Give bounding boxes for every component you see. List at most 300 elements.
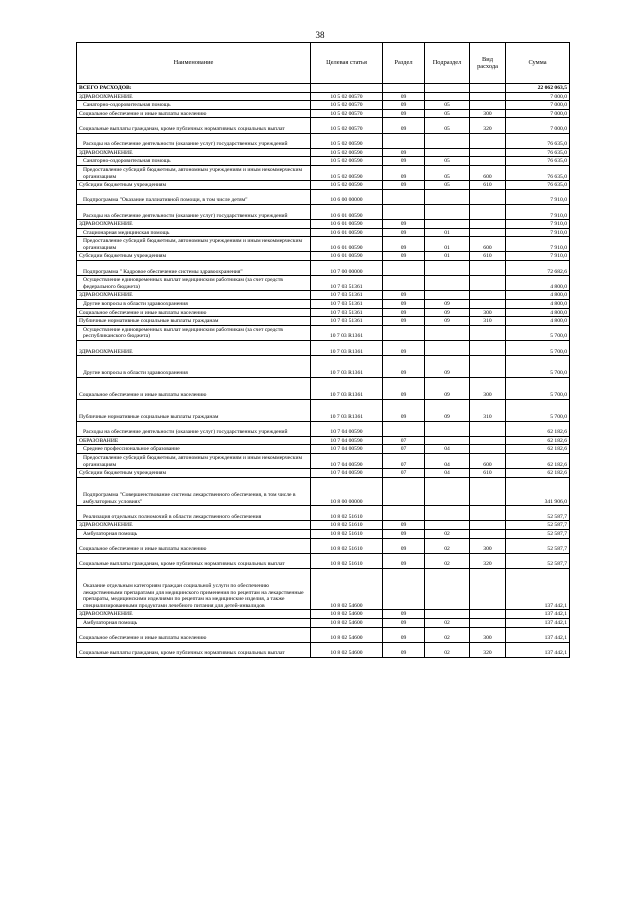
- row-section: [383, 261, 425, 276]
- row-target-article: 10 8 00 00000: [311, 477, 383, 505]
- row-amount: 7 000,0: [506, 92, 570, 101]
- row-subsection: [425, 341, 470, 356]
- column-header-target-article: Целевая статья: [311, 43, 383, 84]
- table-row: [77, 421, 570, 436]
- table-row: [77, 436, 570, 445]
- row-amount: 5 700,0: [506, 399, 570, 421]
- row-name: Субсидии бюджетным учреждениям: [77, 181, 311, 190]
- row-section: 09: [383, 252, 425, 261]
- row-name: Социальное обеспечение и иные выплаты населению: [77, 627, 311, 642]
- row-section: 09: [383, 157, 425, 166]
- row-amount: 7 910,0: [506, 220, 570, 229]
- row-name: Социальное обеспечение и иные выплаты населению: [77, 109, 311, 118]
- row-subsection: [425, 477, 470, 505]
- row-amount: 62 182,6: [506, 421, 570, 436]
- column-header-section: Раздел: [383, 43, 425, 84]
- row-subsection: [425, 84, 470, 93]
- row-amount: 52 587,7: [506, 553, 570, 568]
- row-expense-type: [470, 568, 506, 610]
- table-row: [77, 181, 570, 190]
- row-target-article: 10 6 01 00590: [311, 228, 383, 237]
- row-subsection: [425, 521, 470, 530]
- row-target-article: 10 5 02 00590: [311, 165, 383, 180]
- row-section: 09: [383, 317, 425, 326]
- row-section: 09: [383, 181, 425, 190]
- row-subsection: 04: [425, 445, 470, 454]
- row-section: 09: [383, 308, 425, 317]
- row-amount: 76 635,0: [506, 148, 570, 157]
- row-name: Субсидии бюджетным учреждениям: [77, 252, 311, 261]
- row-target-article: 10 5 02 00590: [311, 133, 383, 148]
- row-section: 09: [383, 356, 425, 378]
- row-target-article: 10 8 02 51610: [311, 553, 383, 568]
- column-header-subsection: Подраздел: [425, 43, 470, 84]
- row-expense-type: [470, 189, 506, 204]
- row-section: 09: [383, 101, 425, 110]
- row-name: Субсидии бюджетным учреждениям: [77, 469, 311, 478]
- row-subsection: [425, 568, 470, 610]
- row-amount: 76 635,0: [506, 181, 570, 190]
- row-target-article: 10 8 02 54600: [311, 619, 383, 628]
- row-target-article: 10 8 02 51610: [311, 521, 383, 530]
- row-expense-type: [470, 445, 506, 454]
- table-row: [77, 627, 570, 642]
- row-name: Амбулаторная помощь: [77, 529, 311, 538]
- row-section: 09: [383, 165, 425, 180]
- row-expense-type: [470, 521, 506, 530]
- row-expense-type: [470, 101, 506, 110]
- row-target-article: 10 7 03 51361: [311, 276, 383, 291]
- row-subsection: 09: [425, 356, 470, 378]
- row-expense-type: [470, 220, 506, 229]
- row-name: ЗДРАВООХРАНЕНИЕ: [77, 521, 311, 530]
- row-expense-type: 300: [470, 109, 506, 118]
- row-name: Социальные выплаты гражданам, кроме публичных нормативных социальных выплат: [77, 118, 311, 133]
- row-expense-type: [470, 228, 506, 237]
- row-subsection: [425, 436, 470, 445]
- table-row: [77, 506, 570, 521]
- row-amount: 76 635,0: [506, 133, 570, 148]
- row-amount: 7 000,0: [506, 101, 570, 110]
- row-name: Осуществление единовременных выплат медицинским работникам (за счет средств федерального бюджета): [77, 276, 311, 291]
- row-target-article: 10 6 01 00590: [311, 204, 383, 219]
- row-target-article: 10 5 02 00570: [311, 109, 383, 118]
- row-target-article: 10 7 04 00590: [311, 421, 383, 436]
- row-amount: 76 635,0: [506, 165, 570, 180]
- row-expense-type: 320: [470, 118, 506, 133]
- row-section: [383, 84, 425, 93]
- table-row: [77, 356, 570, 378]
- row-target-article: 10 7 03 51361: [311, 300, 383, 309]
- table-row: [77, 399, 570, 421]
- row-amount: 7 910,0: [506, 237, 570, 252]
- row-target-article: 10 7 04 00590: [311, 453, 383, 468]
- table-row: [77, 453, 570, 468]
- row-target-article: 10 6 01 00590: [311, 220, 383, 229]
- row-name: ЗДРАВООХРАНЕНИЕ: [77, 220, 311, 229]
- table-row: [77, 165, 570, 180]
- row-target-article: 10 8 02 54600: [311, 610, 383, 619]
- row-subsection: [425, 148, 470, 157]
- row-name: ЗДРАВООХРАНЕНИЕ: [77, 148, 311, 157]
- table-row: [77, 341, 570, 356]
- row-section: [383, 189, 425, 204]
- table-row: [77, 529, 570, 538]
- row-expense-type: 300: [470, 627, 506, 642]
- table-row: [77, 220, 570, 229]
- row-amount: 62 182,6: [506, 445, 570, 454]
- row-subsection: [425, 204, 470, 219]
- row-expense-type: [470, 436, 506, 445]
- row-subsection: 01: [425, 228, 470, 237]
- row-target-article: 10 7 04 00590: [311, 445, 383, 454]
- row-amount: 7 910,0: [506, 228, 570, 237]
- row-subsection: 01: [425, 237, 470, 252]
- row-section: 07: [383, 453, 425, 468]
- row-target-article: 10 8 02 51610: [311, 506, 383, 521]
- row-name: Другие вопросы в области здравоохранения: [77, 356, 311, 378]
- row-section: [383, 421, 425, 436]
- row-name: Санаторно-оздоровительная помощь: [77, 157, 311, 166]
- table-row: [77, 133, 570, 148]
- row-section: 07: [383, 469, 425, 478]
- row-name: Подпрограмма " Кадровое обеспечение системы здравоохранения": [77, 261, 311, 276]
- row-subsection: [425, 506, 470, 521]
- row-name: Социальные выплаты гражданам, кроме публичных нормативных социальных выплат: [77, 642, 311, 657]
- row-target-article: 10 8 02 54600: [311, 642, 383, 657]
- row-expense-type: 610: [470, 181, 506, 190]
- row-target-article: 10 6 01 00590: [311, 237, 383, 252]
- row-name: Оказание отдельным категориям граждан социальной услуги по обеспечению лекарственными препаратами для медицинского применения по рецептам на лекарственные препараты, медицинскими изделиями по рецептам на медицинские изделия, а также специализированными продуктами лечебного питания для детей-инвалидов: [77, 568, 311, 610]
- row-amount: 7 910,0: [506, 189, 570, 204]
- row-amount: 62 182,6: [506, 469, 570, 478]
- row-name: Публичные нормативные социальные выплаты гражданам: [77, 399, 311, 421]
- row-amount: 341 906,0: [506, 477, 570, 505]
- table-row: [77, 204, 570, 219]
- row-section: 09: [383, 610, 425, 619]
- row-target-article: 10 8 02 51610: [311, 538, 383, 553]
- row-section: 09: [383, 642, 425, 657]
- row-expense-type: 300: [470, 538, 506, 553]
- row-expense-type: 300: [470, 308, 506, 317]
- budget-table: [76, 42, 570, 658]
- row-section: 07: [383, 445, 425, 454]
- table-row: [77, 118, 570, 133]
- table-row: [77, 445, 570, 454]
- row-name: Публичные нормативные социальные выплаты гражданам: [77, 317, 311, 326]
- row-section: 09: [383, 109, 425, 118]
- row-target-article: 10 7 00 00000: [311, 261, 383, 276]
- row-expense-type: [470, 300, 506, 309]
- table-row: [77, 189, 570, 204]
- row-section: [383, 568, 425, 610]
- row-name: ЗДРАВООХРАНЕНИЕ: [77, 291, 311, 300]
- row-name: Расходы на обеспечение деятельности (оказание услуг) государственных учреждений: [77, 133, 311, 148]
- table-row: [77, 377, 570, 399]
- row-expense-type: [470, 157, 506, 166]
- row-expense-type: [470, 529, 506, 538]
- row-target-article: 10 7 04 00590: [311, 469, 383, 478]
- row-name: Санаторно-оздоровительная помощь: [77, 101, 311, 110]
- row-amount: 4 800,0: [506, 308, 570, 317]
- row-target-article: 10 6 00 00000: [311, 189, 383, 204]
- table-row: [77, 261, 570, 276]
- row-subsection: 02: [425, 627, 470, 642]
- table-row: [77, 610, 570, 619]
- row-name: ЗДРАВООХРАНЕНИЕ: [77, 610, 311, 619]
- row-section: 09: [383, 148, 425, 157]
- row-section: [383, 477, 425, 505]
- row-amount: 22 062 063,5: [506, 84, 570, 93]
- row-subsection: [425, 291, 470, 300]
- row-subsection: 09: [425, 377, 470, 399]
- row-section: 09: [383, 627, 425, 642]
- row-target-article: 10 7 03 R1361: [311, 325, 383, 340]
- table-row: [77, 109, 570, 118]
- row-subsection: 04: [425, 469, 470, 478]
- row-target-article: 10 6 01 00590: [311, 252, 383, 261]
- row-subsection: 02: [425, 529, 470, 538]
- row-target-article: 10 8 02 54600: [311, 568, 383, 610]
- row-name: ЗДРАВООХРАНЕНИЕ: [77, 92, 311, 101]
- row-subsection: 09: [425, 308, 470, 317]
- table-row: [77, 148, 570, 157]
- row-expense-type: [470, 133, 506, 148]
- row-amount: 7 910,0: [506, 204, 570, 219]
- row-subsection: [425, 610, 470, 619]
- row-target-article: 10 7 04 00590: [311, 436, 383, 445]
- table-row: [77, 101, 570, 110]
- row-name: Предоставление субсидий бюджетным, автономным учреждениям и иным некоммерческим организациям: [77, 165, 311, 180]
- row-expense-type: 600: [470, 165, 506, 180]
- row-amount: 137 442,1: [506, 619, 570, 628]
- table-row: [77, 619, 570, 628]
- row-target-article: 10 5 02 00590: [311, 148, 383, 157]
- row-amount: 137 442,1: [506, 627, 570, 642]
- row-subsection: [425, 421, 470, 436]
- row-subsection: [425, 276, 470, 291]
- row-expense-type: 610: [470, 252, 506, 261]
- row-subsection: [425, 92, 470, 101]
- row-amount: 5 700,0: [506, 325, 570, 340]
- row-section: 09: [383, 553, 425, 568]
- row-name: ВСЕГО РАСХОДОВ:: [77, 84, 311, 93]
- row-amount: 76 635,0: [506, 157, 570, 166]
- row-name: Социальное обеспечение и иные выплаты населению: [77, 538, 311, 553]
- row-subsection: 02: [425, 619, 470, 628]
- row-amount: 52 587,7: [506, 521, 570, 530]
- row-name: Реализация отдельных полномочий в области лекарственного обеспечения: [77, 506, 311, 521]
- row-expense-type: [470, 148, 506, 157]
- row-name: Среднее профессиональное образование: [77, 445, 311, 454]
- row-expense-type: [470, 291, 506, 300]
- row-target-article: 10 5 02 00570: [311, 118, 383, 133]
- row-section: [383, 506, 425, 521]
- row-subsection: 05: [425, 157, 470, 166]
- row-target-article: 10 5 02 00570: [311, 92, 383, 101]
- row-expense-type: [470, 261, 506, 276]
- row-name: Амбулаторная помощь: [77, 619, 311, 628]
- row-section: [383, 204, 425, 219]
- row-target-article: 10 7 03 51361: [311, 317, 383, 326]
- row-name: Расходы на обеспечение деятельности (оказание услуг) государственных учреждений: [77, 204, 311, 219]
- row-expense-type: [470, 421, 506, 436]
- table-row: [77, 252, 570, 261]
- row-target-article: 10 5 02 00570: [311, 101, 383, 110]
- row-section: 09: [383, 118, 425, 133]
- row-target-article: 10 8 02 51610: [311, 529, 383, 538]
- row-target-article: 10 7 03 R1361: [311, 377, 383, 399]
- row-name: Предоставление субсидий бюджетным, автономным учреждениям и иным некоммерческим организациям: [77, 453, 311, 468]
- row-name: Расходы на обеспечение деятельности (оказание услуг) государственных учреждений: [77, 421, 311, 436]
- row-amount: 62 182,6: [506, 436, 570, 445]
- table-row: [77, 291, 570, 300]
- row-amount: 7 910,0: [506, 252, 570, 261]
- row-amount: 137 442,1: [506, 568, 570, 610]
- row-target-article: 10 5 02 00590: [311, 157, 383, 166]
- row-amount: 137 442,1: [506, 610, 570, 619]
- row-subsection: 05: [425, 118, 470, 133]
- row-section: 07: [383, 436, 425, 445]
- table-row: [77, 228, 570, 237]
- column-header-amount: Сумма: [506, 43, 570, 84]
- row-target-article: 10 8 02 54600: [311, 627, 383, 642]
- row-amount: 62 182,6: [506, 453, 570, 468]
- row-target-article: 10 5 02 00590: [311, 181, 383, 190]
- row-amount: 4 800,0: [506, 276, 570, 291]
- row-expense-type: [470, 506, 506, 521]
- row-target-article: 10 7 03 51361: [311, 308, 383, 317]
- row-expense-type: [470, 276, 506, 291]
- row-name: Подпрограмма "Оказание паллиативной помощи, в том числе детям": [77, 189, 311, 204]
- row-expense-type: 300: [470, 377, 506, 399]
- table-row: [77, 521, 570, 530]
- row-section: 09: [383, 521, 425, 530]
- row-section: 09: [383, 220, 425, 229]
- row-name: Социальное обеспечение и иные выплаты населению: [77, 308, 311, 317]
- row-expense-type: [470, 84, 506, 93]
- row-amount: 7 000,0: [506, 109, 570, 118]
- row-section: 09: [383, 538, 425, 553]
- row-subsection: [425, 220, 470, 229]
- table-row: [77, 84, 570, 93]
- row-subsection: 05: [425, 165, 470, 180]
- row-subsection: 02: [425, 642, 470, 657]
- row-section: 09: [383, 529, 425, 538]
- row-subsection: 05: [425, 101, 470, 110]
- row-name: Подпрограмма "Совершенствование системы лекарственного обеспечения, в том числе в амбулаторных условиях": [77, 477, 311, 505]
- row-expense-type: [470, 204, 506, 219]
- table-row: [77, 308, 570, 317]
- row-section: 09: [383, 237, 425, 252]
- table-row: [77, 276, 570, 291]
- row-section: [383, 133, 425, 148]
- row-name: Социальные выплаты гражданам, кроме публичных нормативных социальных выплат: [77, 553, 311, 568]
- row-name: Осуществление единовременных выплат медицинским работникам (за счет средств республиканского бюджета): [77, 325, 311, 340]
- row-name: Предоставление субсидий бюджетным, автономным учреждениям и иным некоммерческим организациям: [77, 237, 311, 252]
- row-target-article: 10 7 03 R1361: [311, 399, 383, 421]
- table-row: [77, 325, 570, 340]
- row-amount: 5 700,0: [506, 377, 570, 399]
- row-name: ЗДРАВООХРАНЕНИЕ: [77, 341, 311, 356]
- row-subsection: [425, 189, 470, 204]
- row-expense-type: 600: [470, 453, 506, 468]
- table-row: [77, 92, 570, 101]
- row-expense-type: [470, 477, 506, 505]
- row-amount: 5 700,0: [506, 341, 570, 356]
- table-row: [77, 568, 570, 610]
- row-expense-type: [470, 356, 506, 378]
- row-amount: 52 587,7: [506, 506, 570, 521]
- row-section: 09: [383, 377, 425, 399]
- table-row: [77, 300, 570, 309]
- row-subsection: 04: [425, 453, 470, 468]
- row-subsection: [425, 133, 470, 148]
- row-subsection: 09: [425, 317, 470, 326]
- row-name: Социальное обеспечение и иные выплаты населению: [77, 377, 311, 399]
- row-amount: 4 800,0: [506, 317, 570, 326]
- table-row: [77, 157, 570, 166]
- row-expense-type: [470, 92, 506, 101]
- table-header-row: [77, 43, 570, 84]
- row-expense-type: 310: [470, 317, 506, 326]
- row-expense-type: 320: [470, 642, 506, 657]
- row-subsection: 05: [425, 109, 470, 118]
- row-expense-type: [470, 619, 506, 628]
- row-amount: 4 800,0: [506, 291, 570, 300]
- row-subsection: 02: [425, 538, 470, 553]
- row-target-article: [311, 84, 383, 93]
- row-amount: 72 682,6: [506, 261, 570, 276]
- column-header-expense-type: Вид расхода: [470, 43, 506, 84]
- row-section: 09: [383, 300, 425, 309]
- row-expense-type: 600: [470, 237, 506, 252]
- row-section: 09: [383, 92, 425, 101]
- row-target-article: 10 7 03 R1361: [311, 341, 383, 356]
- row-subsection: [425, 325, 470, 340]
- row-section: 09: [383, 291, 425, 300]
- row-section: 09: [383, 228, 425, 237]
- row-amount: 137 442,1: [506, 642, 570, 657]
- table-row: [77, 469, 570, 478]
- row-section: [383, 276, 425, 291]
- row-expense-type: [470, 610, 506, 619]
- row-expense-type: 610: [470, 469, 506, 478]
- row-amount: 52 587,7: [506, 529, 570, 538]
- row-name: Стационарная медицинская помощь: [77, 228, 311, 237]
- page-number: 38: [315, 30, 325, 40]
- row-target-article: 10 7 03 51361: [311, 291, 383, 300]
- row-section: [383, 325, 425, 340]
- row-amount: 52 587,7: [506, 538, 570, 553]
- row-subsection: 09: [425, 399, 470, 421]
- row-section: 09: [383, 399, 425, 421]
- row-amount: 7 000,0: [506, 118, 570, 133]
- row-subsection: 02: [425, 553, 470, 568]
- row-subsection: [425, 261, 470, 276]
- row-subsection: 09: [425, 300, 470, 309]
- row-target-article: 10 7 03 R1361: [311, 356, 383, 378]
- row-expense-type: 310: [470, 399, 506, 421]
- row-subsection: 05: [425, 181, 470, 190]
- row-subsection: 01: [425, 252, 470, 261]
- column-header-name: Наименование: [77, 43, 311, 84]
- row-section: 09: [383, 619, 425, 628]
- table-row: [77, 538, 570, 553]
- row-amount: 5 700,0: [506, 356, 570, 378]
- table-row: [77, 317, 570, 326]
- table-row: [77, 642, 570, 657]
